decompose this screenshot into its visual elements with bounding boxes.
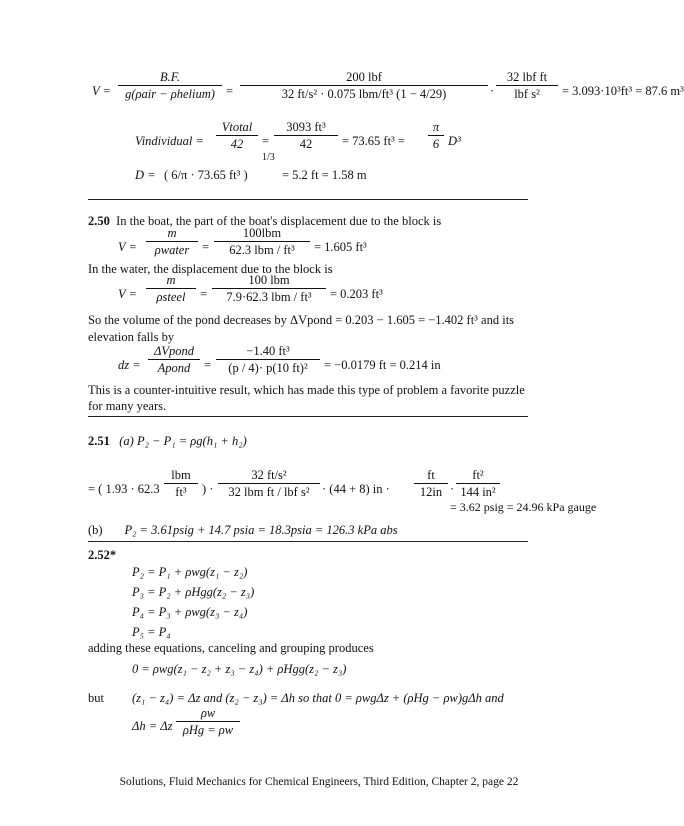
- p252-eq1: P₂ = P₁ + ρwg(z₁ − z₂): [132, 565, 248, 579]
- eq-d-lhs: D =: [135, 168, 156, 182]
- p250-eq2-frac1: m ρsteel: [146, 273, 196, 304]
- p250-dz-frac1: ΔVpond Apond: [148, 344, 200, 375]
- p250-dz-result: = −0.0179 ft = 0.214 in: [324, 358, 441, 372]
- page-footer: Solutions, Fluid Mechanics for Chemical Engineers, Third Edition, Chapter 2, page 22: [119, 776, 519, 788]
- p250-volume-text: So the volume of the pond decreases by ΔVpond = 0.203 − 1.605 = −1.402 ft³ and its: [88, 313, 515, 327]
- divider: [88, 416, 528, 417]
- eq-individual-mid: = 73.65 ft³ =: [342, 134, 405, 148]
- p250-eq2-frac2: 100 lbm 7.9·62.3 lbm / ft³: [212, 273, 326, 304]
- p251-result-text: = 3.62 psig = 24.96 kPa gauge: [450, 500, 597, 514]
- p250-closing-2: for many years.: [88, 399, 167, 413]
- p250-eq1-frac2: 100lbm 62.3 lbm / ft³: [214, 226, 310, 257]
- eq-d-result: = 5.2 ft = 1.58 m: [282, 168, 367, 182]
- p251-frac2: 32 ft/s² 32 lbm ft / lbf s²: [218, 468, 320, 499]
- p252-eq4: P₅ = P₄: [132, 625, 171, 639]
- p251-frac4: $\frac{\text{ft²}}{\text{144 in²}}$: [456, 468, 500, 499]
- p252-but: but: [88, 691, 104, 705]
- eq-individual-frac1: Vtotal 42: [216, 120, 258, 151]
- p251-mid: · (44 + 8) in ·: [322, 482, 390, 496]
- p250-dz-eq: =: [204, 358, 212, 372]
- problem-2-51-part-a: 2.51 (a) P₂ − P₁ = ρg(h₁ + h₂): [88, 434, 247, 448]
- p251-frac3: $\frac{ft}{12in}$: [414, 468, 448, 499]
- eq-top-frac3: 32 lbf ft lbf s²: [496, 70, 558, 101]
- p251-eq-lhs: = ( 1.93 · 62.3: [88, 482, 160, 496]
- p250-closing-1: This is a counter-intuitive result, which has made this type of problem a favorite puzzle: [88, 383, 525, 397]
- problem-2-50-intro: 2.50 In the boat, the part of the boat's displacement due to the block is: [88, 214, 442, 228]
- eq-individual-tail: D³: [448, 134, 461, 148]
- p250-dz-lhs: dz =: [118, 358, 141, 372]
- p250-eq1-result: = 1.605 ft³: [314, 240, 367, 254]
- eq-top-mult: ·: [490, 84, 495, 98]
- eq-individual-frac2: $\frac{\text{3093 ft³}}{42}$: [274, 120, 338, 151]
- eq-individual-frac3: $\frac{\pi}{6}$: [428, 120, 444, 151]
- p250-eq2-lhs: V =: [118, 287, 137, 301]
- eq-top-frac1: B.F. g(ρair − ρhelium): [118, 70, 222, 101]
- p251-close: ) ·: [202, 482, 214, 496]
- divider: [88, 541, 528, 542]
- p252-dh-frac: ρw ρHg = ρw: [176, 706, 240, 737]
- p251-frac1: lbm ft³: [164, 468, 198, 499]
- problem-2-52-number: 2.52*: [88, 548, 117, 562]
- p250-eq2-eq: =: [200, 287, 208, 301]
- p250-water-text: In the water, the displacement due to the block is: [88, 262, 333, 276]
- eq-individual-lhs: Vindividual =: [135, 134, 204, 148]
- p250-elevation-text: elevation falls by: [88, 330, 175, 344]
- p252-zero-eq: 0 = ρwg(z₁ − z₂ + z₃ − z₄) + ρHgg(z₂ − z₃): [132, 662, 347, 676]
- eq-top-result: = 3.093·10³ft³ = 87.6 m³: [562, 84, 684, 98]
- p250-eq1-frac1: m ρwater: [146, 226, 198, 257]
- p252-dh-lhs: Δh = Δz: [132, 719, 173, 733]
- p252-but-eq: (z₁ − z₄) = Δz and (z₂ − z₃) = Δh so that 0 = ρwgΔz + (ρHg − ρw)gΔh and: [132, 691, 504, 705]
- eq-d-exponent: 1/3: [262, 152, 275, 163]
- p251-dot: ·: [450, 482, 455, 496]
- p250-eq1-eq: =: [202, 240, 210, 254]
- eq-top-lhs: V =: [92, 84, 111, 98]
- p252-eq2: P₃ = P₂ + ρHgg(z₂ − z₃): [132, 585, 255, 599]
- eq-top-eq1: =: [226, 84, 234, 98]
- p250-dz-frac2: $\frac{\text{−1.40 ft³}}{\text{(p / 4)· p(10 ft)²}}$: [216, 344, 320, 375]
- p250-eq1-lhs: V =: [118, 240, 137, 254]
- eq-d-body: ( 6/π · 73.65 ft³ ): [164, 168, 248, 182]
- eq-individual-eq: =: [262, 134, 270, 148]
- p251-part-b: (b) P₂ = 3.61psig + 14.7 psia = 18.3psia = 126.3 kPa abs: [88, 523, 398, 537]
- p252-adding-text: adding these equations, canceling and grouping produces: [88, 641, 374, 655]
- eq-top-frac2: 200 lbf 32 ft/s² · 0.075 lbm/ft³ (1 − 4/29): [240, 70, 488, 101]
- divider: [88, 199, 528, 200]
- p252-eq3: P₄ = P₃ + ρwg(z₃ − z₄): [132, 605, 248, 619]
- p250-eq2-result: = 0.203 ft³: [330, 287, 383, 301]
